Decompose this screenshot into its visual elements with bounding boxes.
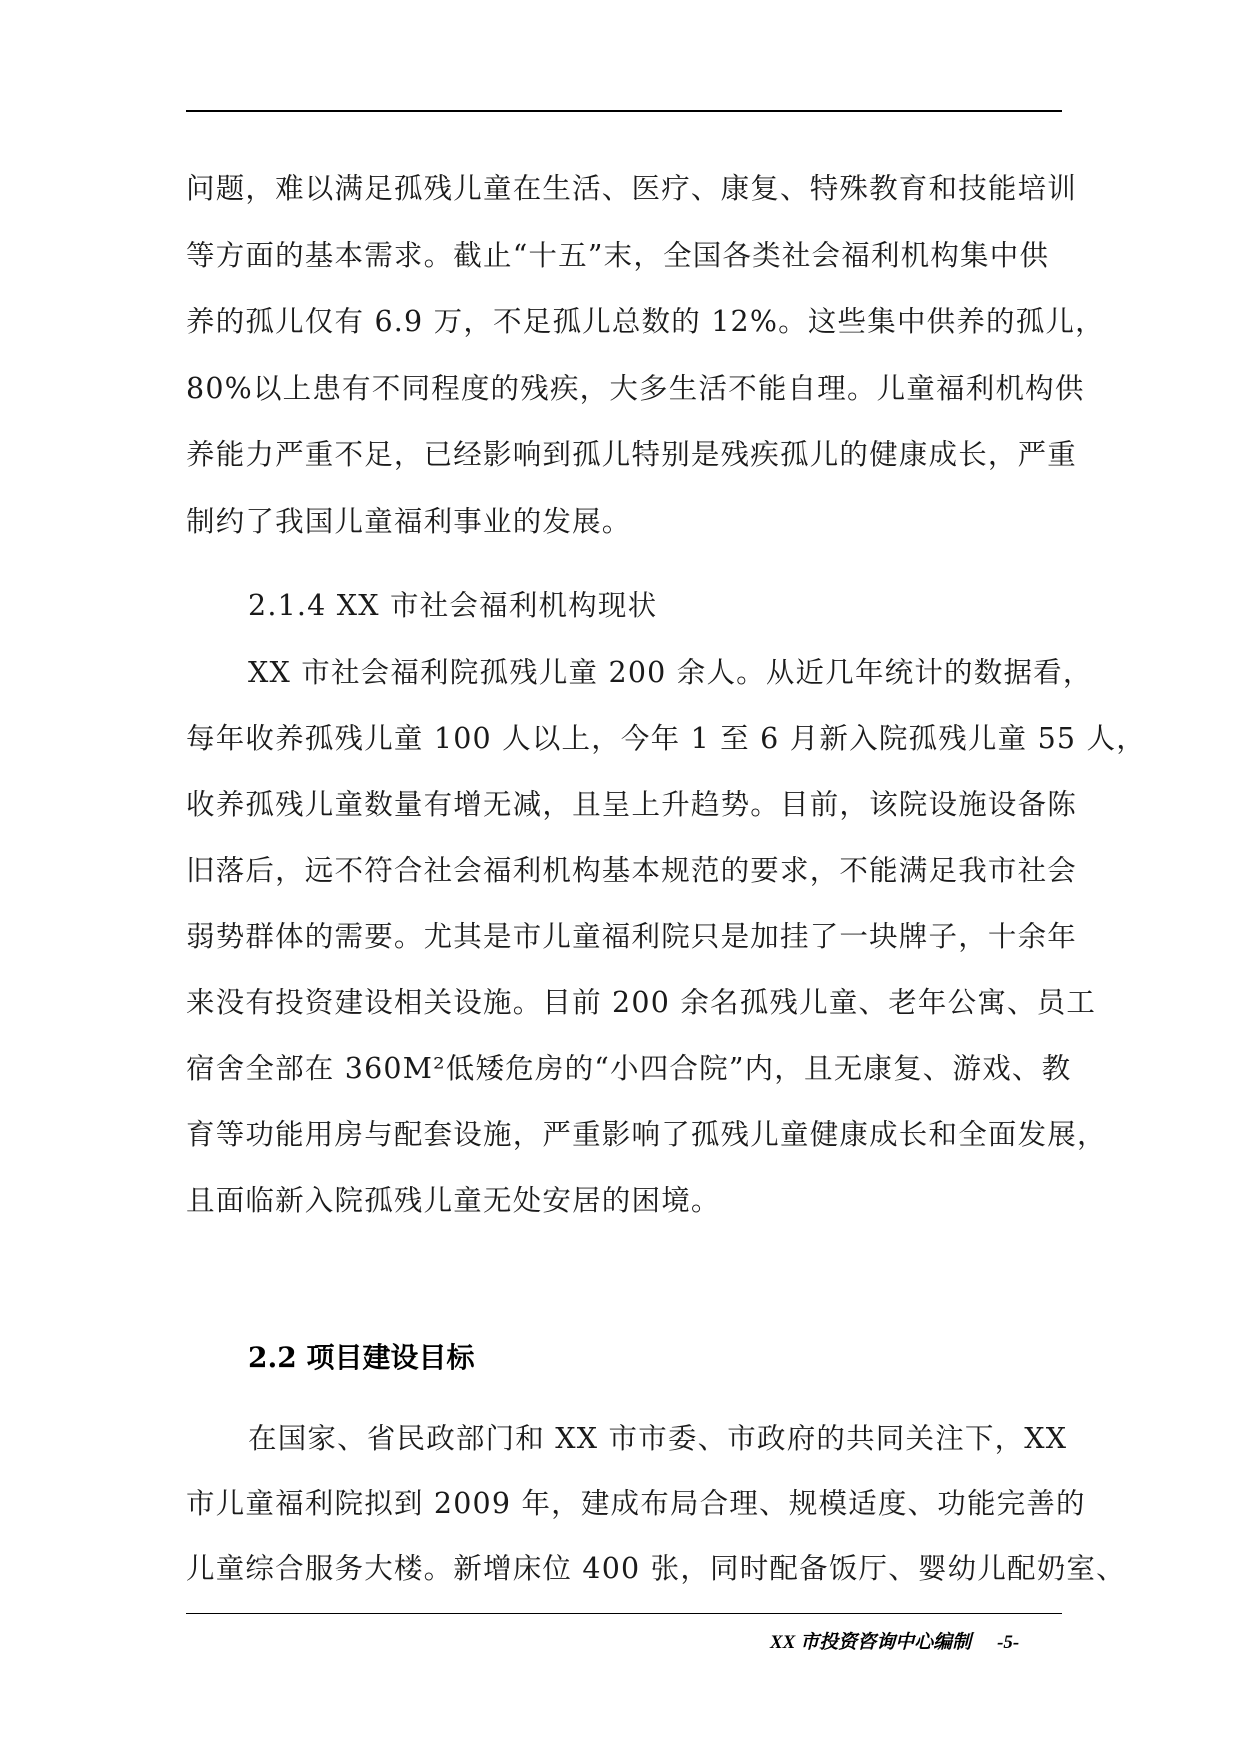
section-heading: 2.2 项目建设目标 bbox=[248, 1341, 475, 1374]
text-line: 旧落后，远不符合社会福利机构基本规范的要求，不能满足我市社会 bbox=[186, 854, 1078, 887]
text-line: 收养孤残儿童数量有增无减，且呈上升趋势。目前，该院设施设备陈 bbox=[186, 788, 1078, 821]
text-line: 弱势群体的需要。尤其是市儿童福利院只是加挂了一块牌子，十余年 bbox=[186, 920, 1078, 953]
text-line: 来没有投资建设相关设施。目前 200 余名孤残儿童、老年公寓、员工 bbox=[186, 986, 1097, 1019]
text-line: 2.1.4 XX 市社会福利机构现状 bbox=[248, 589, 658, 622]
footer-org: XX 市投资咨询中心编制 bbox=[770, 1632, 972, 1653]
text-line: 育等功能用房与配套设施，严重影响了孤残儿童健康成长和全面发展， bbox=[186, 1118, 1107, 1151]
header-rule bbox=[186, 110, 1062, 112]
page-number: -5- bbox=[997, 1632, 1020, 1653]
text-line: 等方面的基本需求。截止“十五”末，全国各类社会福利机构集中供 bbox=[186, 239, 1050, 272]
text-line: 问题，难以满足孤残儿童在生活、医疗、康复、特殊教育和技能培训 bbox=[186, 172, 1078, 205]
text-line: XX 市社会福利院孤残儿童 200 余人。从近几年统计的数据看， bbox=[248, 656, 1093, 689]
text-line: 制约了我国儿童福利事业的发展。 bbox=[186, 505, 632, 538]
text-line: 市儿童福利院拟到 2009 年，建成布局合理、规模适度、功能完善的 bbox=[186, 1487, 1086, 1520]
text-line: 且面临新入院孤残儿童无处安居的困境。 bbox=[186, 1184, 721, 1217]
text-line: 在国家、省民政部门和 XX 市市委、市政府的共同关注下，XX bbox=[248, 1422, 1068, 1455]
text-line: 80%以上患有不同程度的残疾，大多生活不能自理。儿童福利机构供 bbox=[186, 372, 1085, 405]
text-line: 每年收养孤残儿童 100 人以上，今年 1 至 6 月新入院孤残儿童 55 人， bbox=[186, 722, 1146, 755]
text-line: 宿舍全部在 360M²低矮危房的“小四合院”内，且无康复、游戏、教 bbox=[186, 1052, 1072, 1085]
text-line: 养能力严重不足，已经影响到孤儿特别是残疾孤儿的健康成长，严重 bbox=[186, 438, 1078, 471]
footer-rule bbox=[186, 1613, 1062, 1614]
text-line: 儿童综合服务大楼。新增床位 400 张，同时配备饭厅、婴幼儿配奶室、 bbox=[186, 1552, 1126, 1585]
text-line: 养的孤儿仅有 6.9 万，不足孤儿总数的 12%。这些集中供养的孤儿， bbox=[186, 305, 1105, 338]
page-footer bbox=[770, 1627, 1019, 1654]
